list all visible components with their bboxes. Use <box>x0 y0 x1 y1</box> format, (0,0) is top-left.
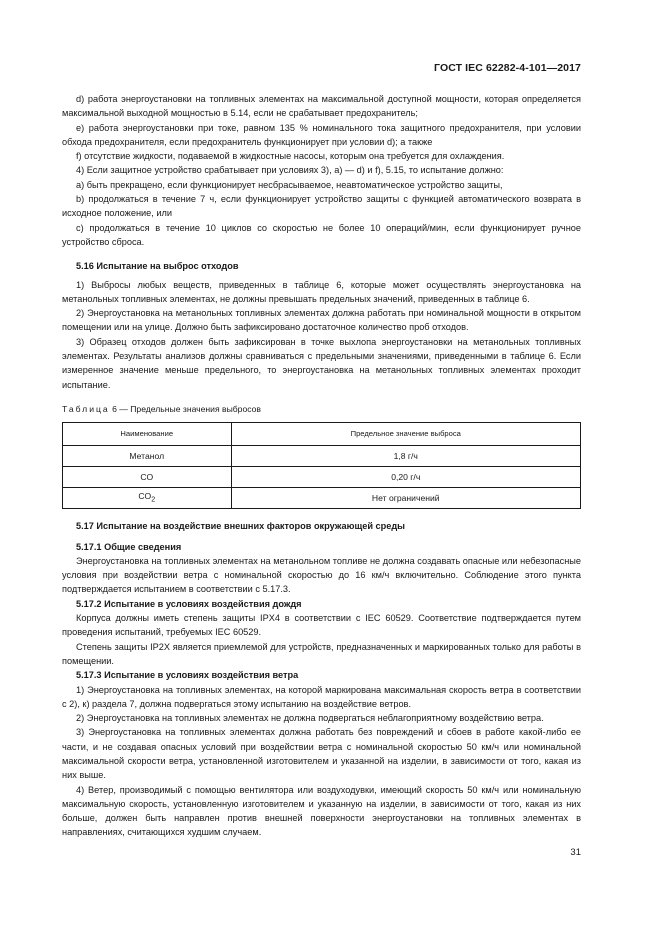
table-header-limit: Предельное значение выброса <box>231 423 580 446</box>
subsection-heading-5-17-3: 5.17.3 Испытание в условиях воздействия ветра <box>76 670 299 681</box>
paragraph: b) продолжаться в течение 7 ч, если функционирует устройство защиты с функцией автоматического возврата в исходное положение, или <box>62 194 581 219</box>
table-cell: 0,20 г/ч <box>231 467 580 488</box>
table-cell: CO <box>63 467 232 488</box>
table-row <box>63 488 581 509</box>
paragraph: c) продолжаться в течение 10 циклов со скоростью не более 10 операций/мин, если функционирует ручное устройство сброса. <box>62 222 581 247</box>
co2-subscript: 2 <box>151 495 156 504</box>
paragraph: f) отсутствие жидкости, подаваемой в жидкостные насосы, которым она требуется для охлаждения. <box>76 151 505 162</box>
paragraph: Энергоустановка на топливных элементах на метанольном топливе не должна создавать опасные или небезопасные условия при воздействии ветра с номинальной скоростью до 16 км/ч включительно. Соблюдение этого пункта подтверждается испытанием в соответствии с 5.17.3. <box>62 555 581 595</box>
paragraph: 3) Энергоустановка на топливных элементах должна работать без повреждений и сбоев в работе какой-либо ее части, и не создавая опасных условий при воздействии ветра с номинальной скоростью 50 км/ч или номинальной максимальной скорости ветра, установленной изготовителем и указанной на изделии, в зависимости от того, какая из них выше. <box>62 727 581 781</box>
table-header-name: Наименование <box>63 423 232 446</box>
table-cell: 1,8 г/ч <box>231 446 580 467</box>
document-header: ГОСТ IEC 62282-4-101—2017 <box>434 62 581 74</box>
paragraph: 2) Энергоустановка на топливных элементах не должна подвергаться неблагоприятному воздействию ветра. <box>76 713 544 724</box>
table-cell: Нет ограничений <box>231 488 580 509</box>
table-caption-word: Таблица <box>62 403 110 414</box>
subsection-heading-5-17-2: 5.17.2 Испытание в условиях воздействия дождя <box>76 598 302 609</box>
paragraph: Степень защиты IP2X является приемлемой для устройств, предназначенных и маркированных только для работы в помещении. <box>62 641 581 666</box>
paragraph: 1) Выбросы любых веществ, приведенных в таблице 6, которые может осуществлять энергоустановка на метанольных топливных элементах, не должны превышать предельных значений, приведенных в таблице 6. <box>62 279 581 304</box>
paragraph: 3) Образец отходов должен быть зафиксирован в точке выхлопа энергоустановки на метанольных топливных элементах. Результаты анализов должны сравниваться с предельными значениями, приведенными в таблице 6. Если измеренное значение меньше предельного, то энергоустановка на метанольных топливных элементах проходит испытание. <box>62 336 581 390</box>
table-row <box>63 467 581 488</box>
co2-text: CO <box>138 491 152 502</box>
paragraph: 4) Ветер, производимый с помощью вентилятора или воздуходувки, имеющий скорость 50 км/ч или номинальную максимальную скорость, установленную изготовителем и указанную на изделии, в зависимости от того, какая из них больше, должен быть направлен против внешней поверхности энергоустановки на топливных элементах в направлениях, считающихся худшим случаем. <box>62 784 581 838</box>
section-heading-5-17: 5.17 Испытание на воздействие внешних факторов окружающей среды <box>76 521 406 532</box>
table-cell: Метанол <box>63 446 232 467</box>
paragraph: 1) Энергоустановка на топливных элементах, на которой маркирована максимальная скорость ветра в соответствии с 2), к) раздела 7, должна подвергаться этому испытанию на воздействие ветров. <box>62 684 581 709</box>
table-cell <box>63 488 232 509</box>
emission-limits-table <box>62 422 581 509</box>
table-caption-text: 6 — Предельные значения выбросов <box>112 403 261 414</box>
section-heading-5-16: 5.16 Испытание на выброс отходов <box>76 261 239 272</box>
document-body <box>62 92 581 840</box>
subsection-heading-5-17-1: 5.17.1 Общие сведения <box>76 541 182 552</box>
paragraph: 2) Энергоустановка на метанольных топливных элементах должна работать при номинальной мощности в открытом помещении или на улице. Должно быть зафиксировано достаточное количество проб отходов. <box>62 308 581 333</box>
page-number: 31 <box>570 847 581 858</box>
paragraph: 4) Если защитное устройство срабатывает при условиях 3), а) — d) и f), 5.15, то испытание должно: <box>76 165 504 176</box>
paragraph: e) работа энергоустановки при токе, равном 135 % номинального тока защитного предохранителя, при условии обхода предохранителя, если предохранитель функционирует при условии d); а также <box>62 122 581 147</box>
table-row <box>63 446 581 467</box>
paragraph: Корпуса должны иметь степень защиты IPX4 в соответствии с IEC 60529. Соответствие подтверждается путем проведения испытаний, требуемых IEC 60529. <box>62 613 581 638</box>
paragraph: a) быть прекращено, если функционирует несбрасываемое, неавтоматическое устройство защиты, <box>76 179 503 190</box>
table-caption <box>62 402 581 416</box>
paragraph: d) работа энергоустановки на топливных элементах на максимальной доступной мощности, которая определяется максимальной выходной мощностью в 5.14, если не срабатывает предохранитель; <box>62 94 581 119</box>
